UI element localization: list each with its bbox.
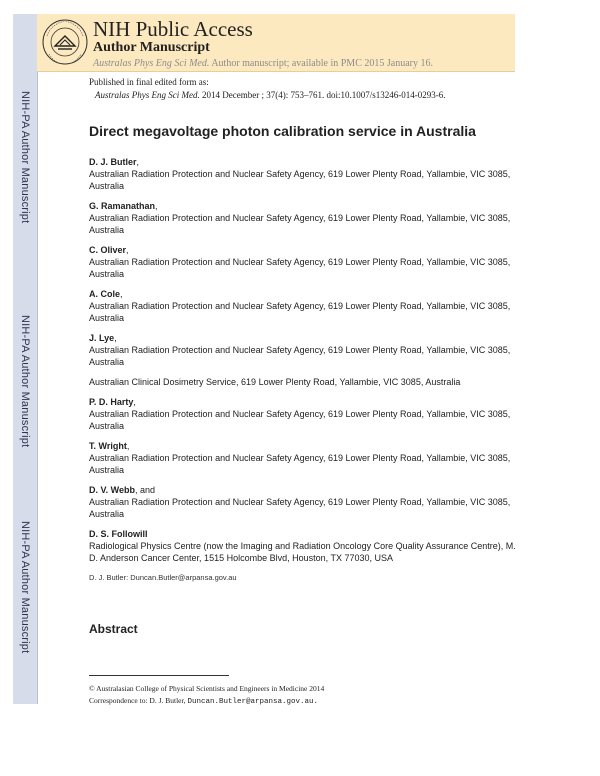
abstract-heading: Abstract xyxy=(89,622,138,636)
citation-details: 2014 December ; 37(4): 753–761. doi:10.1007/s13246-014-0293-6. xyxy=(202,90,446,100)
contact-email[interactable]: D. J. Butler: Duncan.Butler@arpansa.gov.au xyxy=(89,573,237,582)
header-subtitle: Author Manuscript xyxy=(93,40,210,55)
author-name: G. Ramanathan xyxy=(89,201,156,211)
author-suffix: , xyxy=(120,289,123,299)
additional-affiliation: Australian Clinical Dosimetry Service, 619 Lower Plenty Road, Yallambie, VIC 3085, Australia xyxy=(89,377,461,387)
author-suffix: , xyxy=(155,201,158,211)
nih-header-banner xyxy=(37,14,515,72)
author-suffix: , xyxy=(133,397,136,407)
correspondence-line xyxy=(89,695,519,708)
author-name: A. Cole xyxy=(89,289,121,299)
author-suffix: , xyxy=(126,245,129,255)
published-label: Published in final edited form as: xyxy=(89,77,209,87)
author-affiliation: Australian Radiation Protection and Nuclear Safety Agency, 619 Lower Plenty Road, Yallambie, VIC 3085, Australia xyxy=(89,345,511,367)
author-list xyxy=(89,156,519,584)
author-suffix: , xyxy=(126,441,130,451)
author-entry xyxy=(89,288,519,324)
author-entry xyxy=(89,396,519,432)
header-journal-name: Australas Phys Eng Sci Med. xyxy=(93,58,210,69)
author-affiliation: Australian Radiation Protection and Nuclear Safety Agency, 619 Lower Plenty Road, Yallambie, VIC 3085, Australia xyxy=(89,301,511,323)
author-affiliation: Australian Radiation Protection and Nuclear Safety Agency, 619 Lower Plenty Road, Yallambie, VIC 3085, Australia xyxy=(89,497,511,519)
copyright-notice: © Australasian College of Physical Scientists and Engineers in Medicine 2014 xyxy=(89,684,325,693)
citation-journal: Australas Phys Eng Sci Med. xyxy=(95,90,200,100)
correspondence-label: Correspondence to: D. J. Butler, xyxy=(89,696,186,705)
header-availability-line xyxy=(93,58,433,69)
author-affiliation: Radiological Physics Centre (now the Imaging and Radiation Oncology Core Quality Assurance Centre), M. D. Anderson Cancer Center, 1515 Holcombe Blvd, Houston, TX 77030, USA xyxy=(89,541,516,563)
author-entry xyxy=(89,440,519,476)
author-suffix: , xyxy=(114,333,117,343)
header-availability-text: Author manuscript; available in PMC 2015 January 16. xyxy=(211,58,433,69)
author-entry xyxy=(89,156,519,192)
correspondence-email[interactable]: Duncan.Butler@arpansa.gov.au. xyxy=(187,698,318,706)
nih-logo-icon xyxy=(41,16,89,68)
author-entry xyxy=(89,484,519,520)
sidebar-label-bottom: NIH-PA Author Manuscript xyxy=(19,520,31,654)
author-entry xyxy=(89,332,519,368)
author-entry xyxy=(89,528,519,564)
author-suffix: , xyxy=(136,157,140,167)
sidebar-label-top: NIH-PA Author Manuscript xyxy=(19,90,31,224)
manuscript-sidebar xyxy=(13,14,38,704)
author-affiliation: Australian Radiation Protection and Nuclear Safety Agency, 619 Lower Plenty Road, Yallambie, VIC 3085, Australia xyxy=(89,169,511,191)
citation-line xyxy=(89,89,569,102)
author-entry xyxy=(89,244,519,280)
author-affiliation: Australian Radiation Protection and Nuclear Safety Agency, 619 Lower Plenty Road, Yallambie, VIC 3085, Australia xyxy=(89,453,511,475)
sidebar-label-middle: NIH-PA Author Manuscript xyxy=(19,314,31,448)
author-name: J. Lye xyxy=(89,333,115,343)
author-affiliation: Australian Radiation Protection and Nuclear Safety Agency, 619 Lower Plenty Road, Yallambie, VIC 3085, Australia xyxy=(89,409,511,431)
footnote xyxy=(89,683,519,708)
article-title: Direct megavoltage photon calibration service in Australia xyxy=(89,123,476,139)
author-name: T. Wright xyxy=(89,441,127,451)
author-name: D. J. Butler xyxy=(89,157,137,167)
author-entry xyxy=(89,200,519,236)
author-affiliation: Australian Radiation Protection and Nuclear Safety Agency, 619 Lower Plenty Road, Yallambie, VIC 3085, Australia xyxy=(89,257,511,279)
publication-info xyxy=(89,76,569,102)
header-title: NIH Public Access xyxy=(93,17,253,41)
footnote-divider xyxy=(89,675,229,676)
author-name: D. S. Followill xyxy=(89,529,148,539)
author-suffix: , and xyxy=(135,485,156,495)
author-affiliation: Australian Radiation Protection and Nuclear Safety Agency, 619 Lower Plenty Road, Yallambie, VIC 3085, Australia xyxy=(89,213,511,235)
author-name: D. V. Webb xyxy=(89,485,136,495)
author-name: P. D. Harty xyxy=(89,397,134,407)
author-name: C. Oliver xyxy=(89,245,127,255)
